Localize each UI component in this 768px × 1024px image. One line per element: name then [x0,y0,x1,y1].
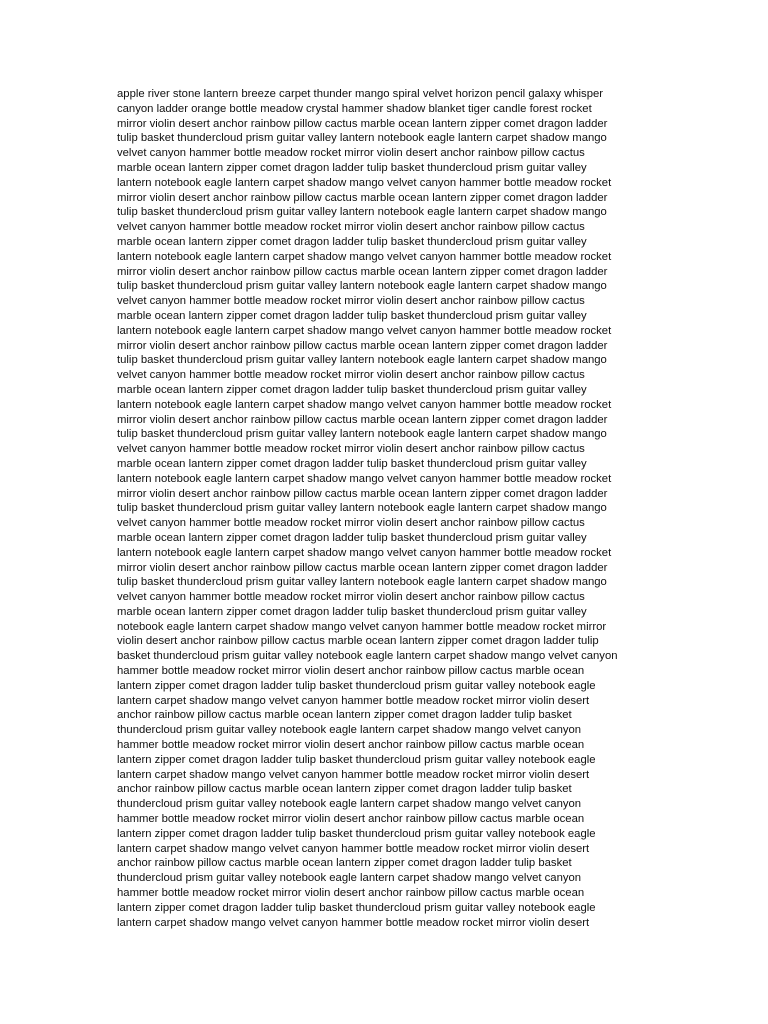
text-line: velvet canyon hammer bottle meadow rocket mirror violin desert anchor rainbow pillow cactus [117,147,585,160]
text-line: thundercloud prism guitar valley notebook eagle lantern carpet shadow mango velvet canyon [117,872,582,885]
text-line: lantern carpet shadow mango velvet canyon hammer bottle meadow rocket mirror violin desert [117,768,590,781]
text-line: tulip basket thundercloud prism guitar valley lantern notebook eagle lantern carpet shadow mango [117,428,607,441]
text-line: anchor rainbow pillow cactus marble ocean lantern zipper comet dragon ladder tulip basket [117,709,572,722]
text-line: mirror violin desert anchor rainbow pillow cactus marble ocean lantern zipper comet dragon ladder [117,339,608,352]
text-line: tulip basket thundercloud prism guitar valley lantern notebook eagle lantern carpet shadow mango [117,502,607,515]
text-line: hammer bottle meadow rocket mirror violin desert anchor rainbow pillow cactus marble ocean [117,739,585,752]
text-line: lantern zipper comet dragon ladder tulip basket thundercloud prism guitar valley notebook eagle [117,753,596,766]
text-line: hammer bottle meadow rocket mirror violin desert anchor rainbow pillow cactus marble ocean [117,813,585,826]
text-line: lantern carpet shadow mango velvet canyon hammer bottle meadow rocket mirror violin desert [117,916,590,929]
text-line: velvet canyon hammer bottle meadow rocket mirror violin desert anchor rainbow pillow cactus [117,221,585,234]
text-line: mirror violin desert anchor rainbow pillow cactus marble ocean lantern zipper comet dragon ladder [117,191,608,204]
text-line: marble ocean lantern zipper comet dragon ladder tulip basket thundercloud prism guitar valley [117,457,587,470]
text-line: mirror violin desert anchor rainbow pillow cactus marble ocean lantern zipper comet dragon ladder [117,487,608,500]
text-line: lantern notebook eagle lantern carpet shadow mango velvet canyon hammer bottle meadow rocket [117,324,612,337]
text-line: mirror violin desert anchor rainbow pillow cactus marble ocean lantern zipper comet dragon ladder [117,561,608,574]
text-line: velvet canyon hammer bottle meadow rocket mirror violin desert anchor rainbow pillow cactus [117,591,585,604]
text-line: apple river stone lantern breeze carpet thunder mango spiral velvet horizon pencil galaxy whisper [117,88,604,100]
text-line: thundercloud prism guitar valley notebook eagle lantern carpet shadow mango velvet canyon [117,798,582,811]
text-line: marble ocean lantern zipper comet dragon ladder tulip basket thundercloud prism guitar valley [117,605,587,618]
text-line: lantern notebook eagle lantern carpet shadow mango velvet canyon hammer bottle meadow rocket [117,176,612,189]
text-line: hammer bottle meadow rocket mirror violin desert anchor rainbow pillow cactus marble ocean [117,887,585,900]
text-line: tulip basket thundercloud prism guitar valley lantern notebook eagle lantern carpet shadow mango [117,280,607,293]
text-line: tulip basket thundercloud prism guitar valley lantern notebook eagle lantern carpet shadow mango [117,206,607,219]
text-line: marble ocean lantern zipper comet dragon ladder tulip basket thundercloud prism guitar valley [117,383,587,396]
text-line: anchor rainbow pillow cactus marble ocean lantern zipper comet dragon ladder tulip basket [117,857,572,870]
text-line: lantern notebook eagle lantern carpet shadow mango velvet canyon hammer bottle meadow rocket [117,472,612,485]
text-line: lantern zipper comet dragon ladder tulip basket thundercloud prism guitar valley notebook eagle [117,901,596,914]
text-line: lantern notebook eagle lantern carpet shadow mango velvet canyon hammer bottle meadow rocket [117,546,612,559]
text-line: mirror violin desert anchor rainbow pillow cactus marble ocean lantern zipper comet dragon ladder [117,117,608,130]
text-line: mirror violin desert anchor rainbow pillow cactus marble ocean lantern zipper comet dragon ladder [117,265,608,278]
text-line: anchor rainbow pillow cactus marble ocean lantern zipper comet dragon ladder tulip basket [117,783,572,796]
text-line: velvet canyon hammer bottle meadow rocket mirror violin desert anchor rainbow pillow cactus [117,443,585,456]
text-line: basket thundercloud prism guitar valley notebook eagle lantern carpet shadow mango velvet canyon [117,650,618,663]
text-line: tulip basket thundercloud prism guitar valley lantern notebook eagle lantern carpet shadow mango [117,132,607,145]
text-line: lantern zipper comet dragon ladder tulip basket thundercloud prism guitar valley notebook eagle [117,679,596,692]
text-line: canyon ladder orange bottle meadow crystal hammer shadow blanket tiger candle forest rocket [117,102,592,115]
text-line: lantern zipper comet dragon ladder tulip basket thundercloud prism guitar valley notebook eagle [117,827,596,840]
text-line: notebook eagle lantern carpet shadow mango velvet canyon hammer bottle meadow rocket mirror [117,620,607,633]
text-line: velvet canyon hammer bottle meadow rocket mirror violin desert anchor rainbow pillow cactus [117,295,585,308]
text-line: tulip basket thundercloud prism guitar valley lantern notebook eagle lantern carpet shadow mango [117,576,607,589]
text-line: marble ocean lantern zipper comet dragon ladder tulip basket thundercloud prism guitar valley [117,531,587,544]
text-line: lantern carpet shadow mango velvet canyon hammer bottle meadow rocket mirror violin desert [117,842,590,855]
text-line: marble ocean lantern zipper comet dragon ladder tulip basket thundercloud prism guitar valley [117,161,587,174]
text-line: velvet canyon hammer bottle meadow rocket mirror violin desert anchor rainbow pillow cactus [117,369,585,382]
text-line: hammer bottle meadow rocket mirror violin desert anchor rainbow pillow cactus marble ocean [117,665,585,678]
text-line: tulip basket thundercloud prism guitar valley lantern notebook eagle lantern carpet shadow mango [117,354,607,367]
text-line: marble ocean lantern zipper comet dragon ladder tulip basket thundercloud prism guitar valley [117,309,587,322]
text-line: violin desert anchor rainbow pillow cactus marble ocean lantern zipper comet dragon ladder tulip [117,635,599,648]
body-text [117,87,677,930]
text-line: lantern carpet shadow mango velvet canyon hammer bottle meadow rocket mirror violin desert [117,694,590,707]
text-line: lantern notebook eagle lantern carpet shadow mango velvet canyon hammer bottle meadow rocket [117,398,612,411]
text-line: velvet canyon hammer bottle meadow rocket mirror violin desert anchor rainbow pillow cactus [117,517,585,530]
text-line: thundercloud prism guitar valley notebook eagle lantern carpet shadow mango velvet canyon [117,724,582,737]
text-line: lantern notebook eagle lantern carpet shadow mango velvet canyon hammer bottle meadow rocket [117,250,612,263]
text-line: marble ocean lantern zipper comet dragon ladder tulip basket thundercloud prism guitar valley [117,235,587,248]
text-line: mirror violin desert anchor rainbow pillow cactus marble ocean lantern zipper comet dragon ladder [117,413,608,426]
